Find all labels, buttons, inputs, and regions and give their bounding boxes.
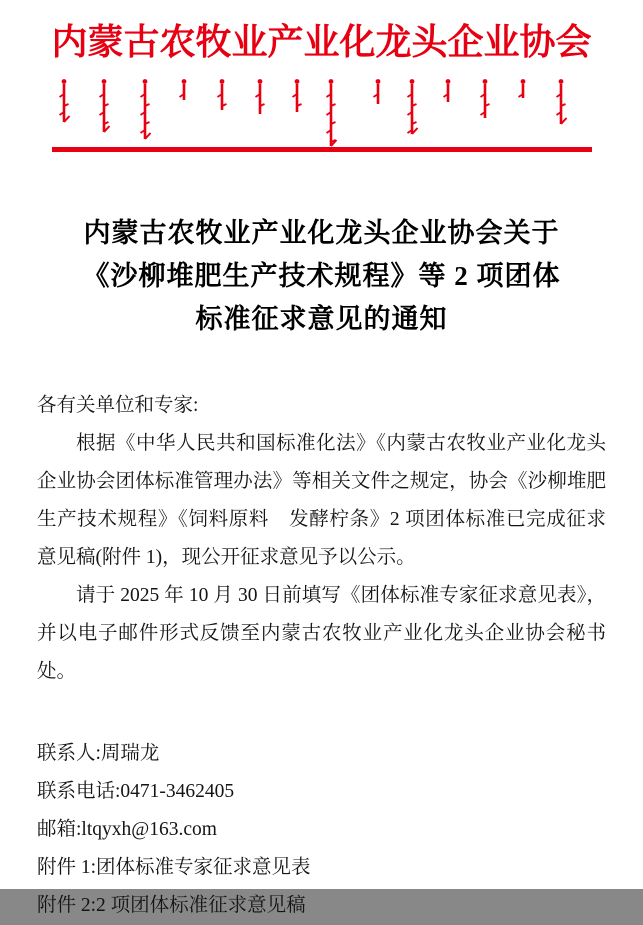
document-title-line: 内蒙古农牧业产业化龙头企业协会关于 (83, 218, 560, 248)
paragraph-deadline: 请于 2025 年 10 月 30 日前填写《团体标准专家征求意见表》，并以电子邮件形式反馈至内蒙古农牧业产业化龙头企业协会秘书处。 (37, 585, 606, 682)
letterhead-divider-rule (52, 147, 592, 152)
paragraph-basis: 根据《中华人民共和国标准化法》《内蒙古农牧业产业化龙头企业协会团体标准管理办法》等相关文件之规定，协会《沙柳堆肥生产技术规程》《饲料原料 发酵柠条》2 项团体标准已完成征求意见稿(附件 1)，现公开征求意见予以公示。 (37, 433, 606, 568)
document-title (0, 212, 643, 341)
document-title-line: 《沙柳堆肥生产技术规程》等 2 项团体 (82, 261, 561, 291)
letterhead (0, 21, 643, 152)
attachment-2: 附件 2:2 项团体标准征求意见稿 (37, 895, 306, 916)
contact-email: 邮箱:ltqyxh@163.com (37, 819, 217, 840)
document-body (37, 387, 606, 925)
notice-content (0, 212, 643, 925)
organization-name: 内蒙古农牧业产业化龙头企业协会 (51, 22, 592, 62)
attachment-1: 附件 1:团体标准专家征求意见表 (37, 857, 311, 878)
contact-person: 联系人:周瑞龙 (37, 743, 160, 764)
document-title-line: 标准征求意见的通知 (195, 304, 448, 334)
mongolian-script-icon (52, 77, 592, 147)
salutation: 各有关单位和专家: (37, 395, 199, 416)
contact-and-attachments (37, 735, 606, 925)
contact-phone: 联系电话:0471-3462405 (37, 781, 235, 802)
